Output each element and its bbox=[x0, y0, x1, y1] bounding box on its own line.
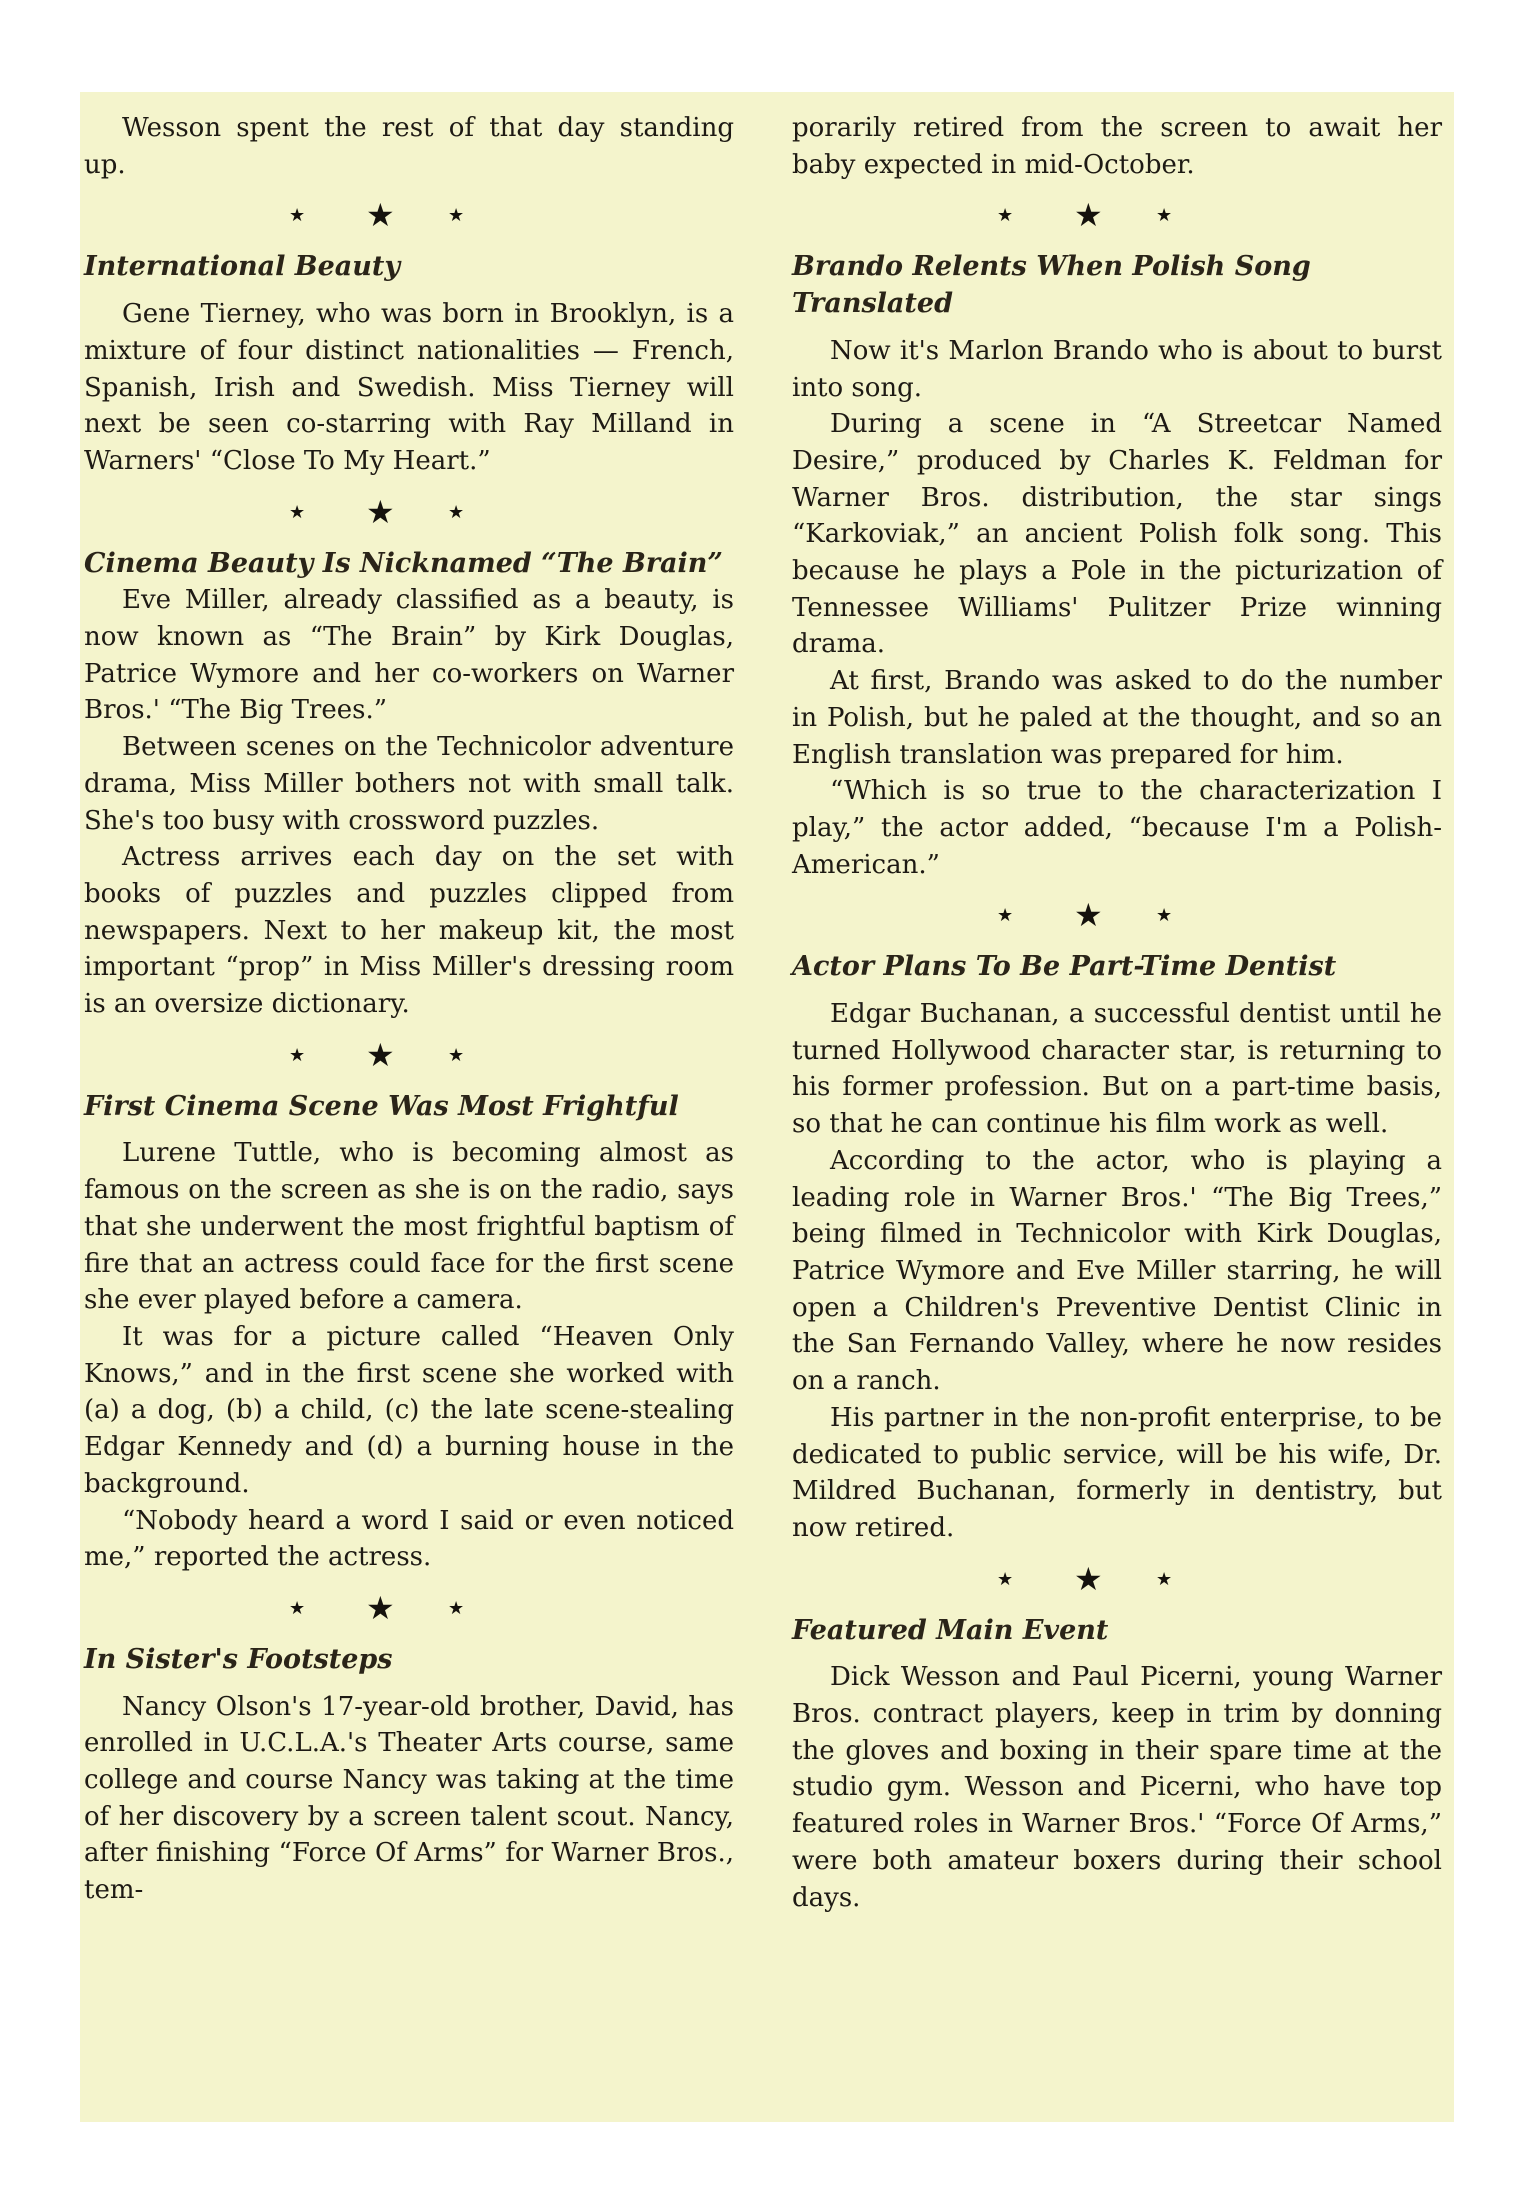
article-heading: Brando Relents When Polish Song Translated bbox=[792, 251, 1311, 320]
star-divider-icon bbox=[792, 1547, 1442, 1613]
article-international-beauty bbox=[84, 249, 734, 479]
article-part-time-dentist bbox=[792, 949, 1442, 1546]
article-featured-main-event bbox=[792, 1613, 1442, 1917]
article-paragraph: During a scene in “A Streetcar Named Desire,” produced by Charles K. Feldman for Warner Bros. distribution, the star sings “Karkoviak,” an ancient Polish folk song. This because he plays a Pole in the picturization of Tennessee Williams' Pulitzer Prize winning drama. bbox=[792, 409, 1442, 660]
article-paragraph: His partner in the non-profit enterprise, to be dedicated to public service, will be his wife, Dr. Mildred Buchanan, formerly in dentistry, but now retired. bbox=[792, 1402, 1442, 1543]
small-star-icon: ★ bbox=[448, 501, 465, 523]
right-column bbox=[792, 110, 1442, 1916]
left-column bbox=[84, 110, 734, 1909]
small-star-icon: ★ bbox=[289, 501, 306, 523]
small-star-icon: ★ bbox=[448, 1044, 465, 1066]
small-star-icon: ★ bbox=[289, 1597, 306, 1619]
article-paragraph: Lurene Tuttle, who is becoming almost as famous on the screen as she is on the radio, says that she underwent the most frightful baptism of fire that an actress could face for the first scene she ever played before a camera. bbox=[84, 1138, 734, 1316]
article-heading: Featured Main Event bbox=[792, 1614, 1109, 1646]
article-heading: International Beauty bbox=[84, 251, 401, 283]
small-star-icon: ★ bbox=[1156, 905, 1173, 927]
star-divider-icon bbox=[84, 1023, 734, 1089]
small-star-icon: ★ bbox=[289, 205, 306, 227]
article-paragraph: Now it's Marlon Brando who is about to burst into song. bbox=[792, 335, 1442, 403]
large-star-icon: ★ bbox=[1074, 196, 1103, 235]
article-paragraph: Nancy Olson's 17-year-old brother, David, has enrolled in U.C.L.A.'s Theater Arts course, same college and course Nancy was taking at the time of her discovery by a screen talent scout. Nancy, after finishing “Force Of Arms” for Warner Bros., tem- bbox=[84, 1691, 734, 1906]
article-paragraph: “Which is so true to the characterization I play,” the actor added, “because I'm a Polish-American.” bbox=[792, 776, 1442, 880]
small-star-icon: ★ bbox=[1156, 1568, 1173, 1590]
large-star-icon: ★ bbox=[1074, 1559, 1103, 1598]
continued-paragraph: porarily retired from the screen to await her baby expected in mid-October. bbox=[792, 113, 1442, 180]
article-heading: First Cinema Scene Was Most Frightful bbox=[84, 1090, 679, 1122]
article-paragraph: Between scenes on the Technicolor adventure drama, Miss Miller bothers not with small talk. She's too busy with crossword puzzles. bbox=[84, 732, 734, 836]
small-star-icon: ★ bbox=[997, 205, 1014, 227]
article-paragraph: According to the actor, who is playing a leading role in Warner Bros.' “The Big Trees,” being filmed in Technicolor with Kirk Douglas, Patrice Wymore and Eve Miller starring, he will open a Children's Preventive Dentist Clinic in the San Fernando Valley, where he now resides on a ranch. bbox=[792, 1145, 1442, 1397]
continued-paragraph: Wesson spent the rest of that day standing up. bbox=[84, 113, 734, 180]
large-star-icon: ★ bbox=[366, 1588, 395, 1627]
large-star-icon: ★ bbox=[366, 492, 395, 531]
article-first-cinema-scene bbox=[84, 1089, 734, 1576]
small-star-icon: ★ bbox=[289, 1044, 306, 1066]
article-heading: Cinema Beauty Is Nicknamed “The Brain” bbox=[84, 547, 723, 579]
article-paragraph: Eve Miller, already classified as a beauty, is now known as “The Brain” by Kirk Douglas, Patrice Wymore and her co-workers on Warner Bros.' “The Big Trees.” bbox=[84, 585, 734, 726]
small-star-icon: ★ bbox=[997, 905, 1014, 927]
small-star-icon: ★ bbox=[448, 1597, 465, 1619]
star-divider-icon bbox=[792, 883, 1442, 949]
star-divider-icon bbox=[84, 1576, 734, 1642]
star-divider-icon bbox=[792, 183, 1442, 249]
small-star-icon: ★ bbox=[997, 1568, 1014, 1590]
article-paragraph: At first, Brando was asked to do the number in Polish, but he paled at the thought, and so an English translation was prepared for him. bbox=[792, 666, 1442, 770]
article-paragraph: Dick Wesson and Paul Picerni, young Warner Bros. contract players, keep in trim by donning the gloves and boxing in their spare time at the studio gym. Wesson and Picerni, who have top featured roles in Warner Bros.' “Force Of Arms,” were both amateur boxers during their school days. bbox=[792, 1662, 1442, 1913]
star-divider-icon bbox=[84, 183, 734, 249]
large-star-icon: ★ bbox=[366, 1035, 395, 1074]
article-paragraph: Edgar Buchanan, a successful dentist until he turned Hollywood character star, is returning to his former profession. But on a part-time basis, so that he can continue his film work as well. bbox=[792, 999, 1442, 1140]
article-heading: Actor Plans To Be Part-Time Dentist bbox=[792, 951, 1337, 983]
article-paragraph: “Nobody heard a word I said or even noticed me,” reported the actress. bbox=[84, 1505, 734, 1573]
article-brando-relents bbox=[792, 249, 1442, 883]
large-star-icon: ★ bbox=[366, 196, 395, 235]
article-paragraph: Gene Tierney, who was born in Brooklyn, is a mixture of four distinct nationalities — French, Spanish, Irish and Swedish. Miss Tierney will next be seen co-starring with Ray Milland in Warners' “Close To My Heart.” bbox=[84, 299, 734, 476]
article-in-sisters-footsteps bbox=[84, 1642, 734, 1909]
article-cinema-beauty bbox=[84, 546, 734, 1023]
large-star-icon: ★ bbox=[1074, 896, 1103, 935]
star-divider-icon bbox=[84, 480, 734, 546]
small-star-icon: ★ bbox=[1156, 205, 1173, 227]
article-heading: In Sister's Footsteps bbox=[84, 1643, 393, 1675]
article-paragraph: It was for a picture called “Heaven Only Knows,” and in the first scene she worked with (a) a dog, (b) a child, (c) the late scene-stealing Edgar Kennedy and (d) a burning house in the background. bbox=[84, 1321, 734, 1499]
small-star-icon: ★ bbox=[448, 205, 465, 227]
article-paragraph: Actress arrives each day on the set with books of puzzles and puzzles clipped from newspapers. Next to her makeup kit, the most important “prop” in Miss Miller's dressing room is an oversize dictionary. bbox=[84, 842, 734, 1020]
